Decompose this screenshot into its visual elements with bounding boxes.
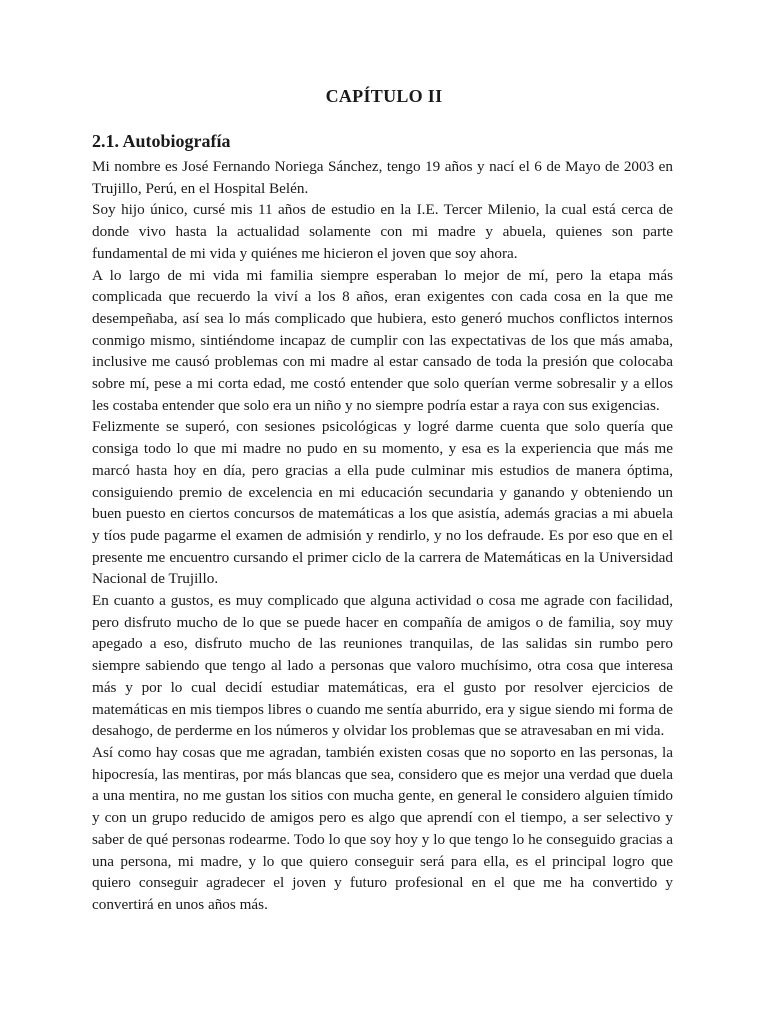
paragraph: En cuanto a gustos, es muy complicado que alguna actividad o cosa me agrade con facilidad, pero disfruto mucho de lo que se puede hacer en compañía de amigos o de familia, soy muy apegado a eso, disfruto mucho de las reuniones tranquilas, de las salidas sin rumbo pero siempre sabiendo que tengo al lado a personas que valoro muchísimo, otra cosa que interesa más y por lo cual decidí estudiar matemáticas, era el gusto por resolver ejercicios de matemáticas en mis tiempos libres o cuando me sentía aburrido, era y sigue siendo mi forma de desahogo, de perderme en los números y olvidar los problemas que se atravesaban en mi vida. bbox=[92, 592, 673, 740]
paragraph: Soy hijo único, cursé mis 11 años de estudio en la I.E. Tercer Milenio, la cual está cerca de donde vivo hasta la actualidad solamente con mi madre y abuela, quienes son parte fundamental de mi vida y quiénes me hicieron el joven que soy ahora. bbox=[92, 201, 673, 262]
paragraph: Felizmente se superó, con sesiones psicológicas y logré darme cuenta que solo quería que consiga todo lo que mi madre no pudo en su momento, y esa es la experiencia que más me marcó hasta hoy en día, pero gracias a ella pude culminar mis estudios de manera óptima, consiguiendo premio de excelencia en mi educación secundaria y ganando y obteniendo un buen puesto en ciertos concursos de matemáticas a los que asistía, además gracias a mi abuela y tíos pude pagarme el examen de admisión y rendirlo, y no los defraude. Es por eso que en el presente me encuentro cursando el primer ciclo de la carrera de Matemáticas en la Universidad Nacional de Trujillo. bbox=[92, 418, 673, 588]
body-text bbox=[92, 156, 673, 916]
paragraph: A lo largo de mi vida mi familia siempre esperaban lo mejor de mí, pero la etapa más complicada que recuerdo la viví a los 8 años, eran exigentes con cada cosa en la que me desempeñaba, así sea lo más complicado que hubiera, esto generó muchos conflictos internos conmigo mismo, sintiéndome incapaz de cumplir con las expectativas de los que más amaba, inclusive me causó problemas con mi madre al estar cansado de toda la presión que colocaba sobre mí, pese a mi corta edad, me costó entender que solo querían verme sobresalir y a ellos les costaba entender que solo era un niño y no siempre podría estar a raya con sus exigencias. bbox=[92, 266, 673, 414]
chapter-title: CAPÍTULO II bbox=[325, 86, 443, 106]
paragraph: Así como hay cosas que me agradan, también existen cosas que no soporto en las personas, la hipocresía, las mentiras, por más blancas que sea, considero que es mejor una verdad que duela a una mentira, no me gustan los sitios con mucha gente, en general le considero alguien tímido y con un grupo reducido de amigos pero es algo que aprendí con el tiempo, a ser selectivo y saber de qué personas rodearme. Todo lo que soy hoy y lo que tengo lo he conseguido gracias a una persona, mi madre, y lo que quiero conseguir será para ella, es el principal logro que quiero conseguir agradecer el joven y futuro profesional en el que me ha convertido y convertirá en unos años más. bbox=[92, 743, 673, 913]
paragraph: Mi nombre es José Fernando Noriega Sánchez, tengo 19 años y nací el 6 de Mayo de 2003 en Trujillo, Perú, en el Hospital Belén. bbox=[92, 158, 673, 197]
section-heading: 2.1. Autobiografía bbox=[92, 131, 231, 151]
